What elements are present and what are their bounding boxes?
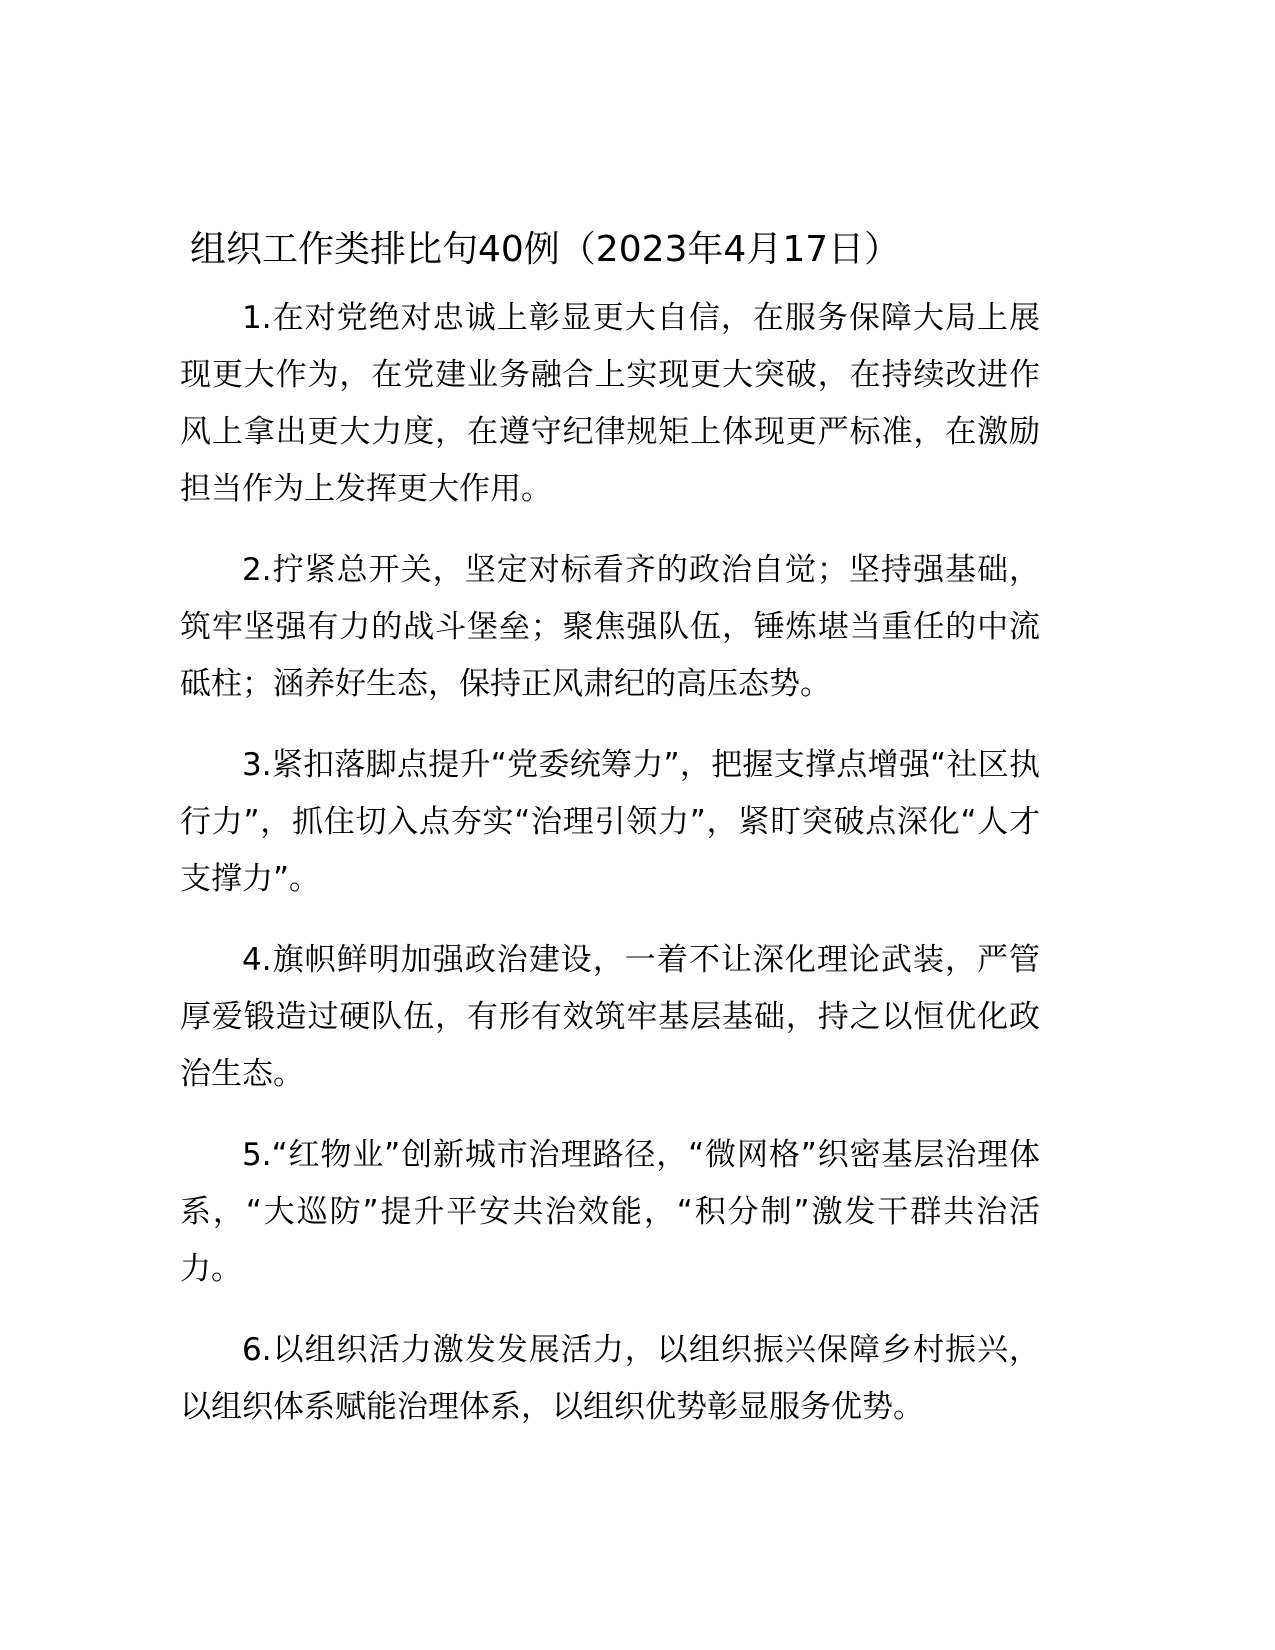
document-title: 组织工作类排比句40例（2023年4月17日） [190,229,901,270]
paragraph-5: 5.“红物业”创新城市治理路径，“微网格”织密基层治理体系，“大巡防”提升平安共治效能，“积分制”激发干群共治活力。 [180,1137,1040,1287]
paragraph-1: 1.在对党绝对忠诚上彰显更大自信，在服务保障大局上展现更大作为，在党建业务融合上实现更大突破，在持续改进作风上拿出更大力度，在遵守纪律规矩上体现更严标准，在激励担当作为上发挥更大作用。 [180,300,1040,507]
paragraph-6: 6.以组织活力激发发展活力，以组织振兴保障乡村振兴，以组织体系赋能治理体系，以组织优势彰显服务优势。 [180,1332,1040,1425]
paragraph-4: 4.旗帜鲜明加强政治建设，一着不让深化理论武装，严管厚爱锻造过硬队伍，有形有效筑牢基层基础，持之以恒优化政治生态。 [180,942,1040,1092]
paragraph-3: 3.紧扣落脚点提升“党委统筹力”，把握支撑点增强“社区执行力”，抓住切入点夯实“治理引领力”，紧盯突破点深化“人才支撑力”。 [180,747,1040,897]
document-body [180,290,1040,1460]
paragraph-2: 2.拧紧总开关，坚定对标看齐的政治自觉；坚持强基础，筑牢坚强有力的战斗堡垒；聚焦强队伍，锤炼堪当重任的中流砥柱；涵养好生态，保持正风肃纪的高压态势。 [180,552,1040,702]
